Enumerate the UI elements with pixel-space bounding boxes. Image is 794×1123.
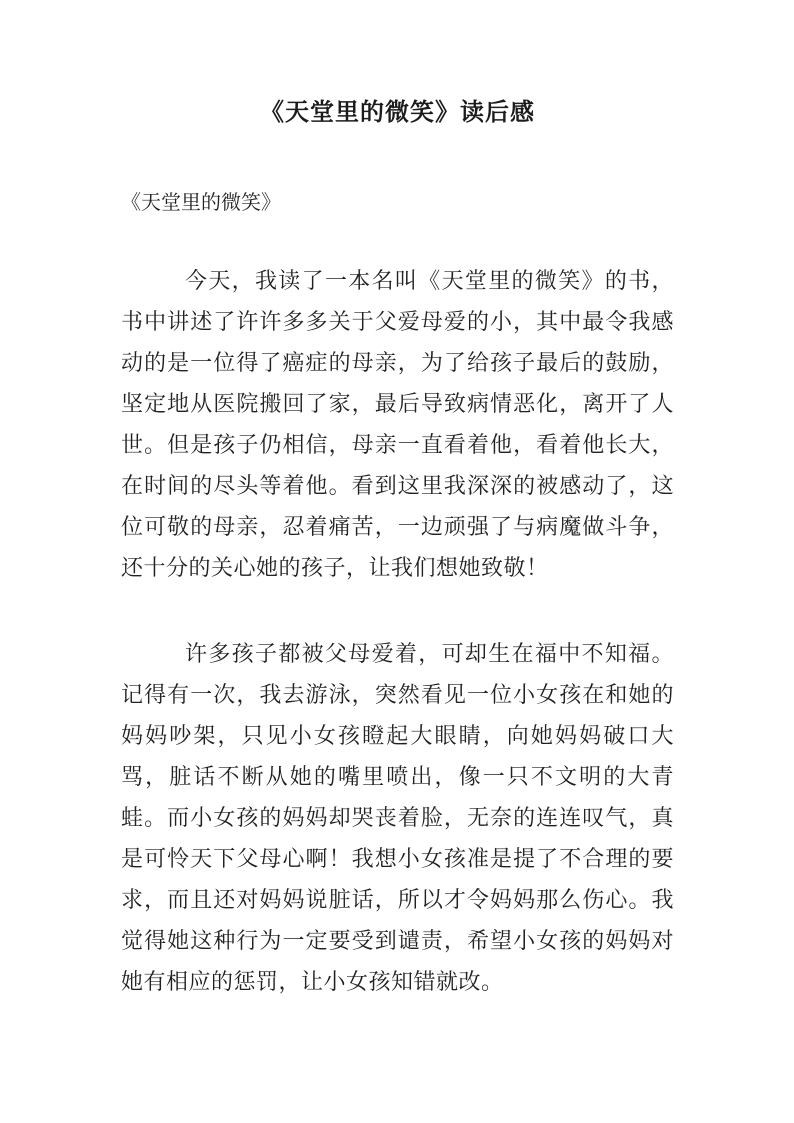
book-title-line: 《天堂里的微笑》: [121, 192, 281, 214]
paragraph-1: 今天，我读了一本名叫《天堂里的微笑》的书，书中讲述了许许多多关于父爱母爱的小，其中最令我感动的是一位得了癌症的母亲，为了给孩子最后的鼓励，坚定地从医院搬回了家，最后导致病情恶化，离开了人世。但是孩子仍相信，母亲一直看着他，看着他长大，在时间的尽头等着他。看到这里我深深的被感动了，这位可敬的母亲，忍着痛苦，一边顽强了与病魔做斗争，还十分的关心她的孩子，让我们想她致敬！: [121, 268, 674, 580]
paragraph-2: 许多孩子都被父母爱着，可却生在福中不知福。记得有一次，我去游泳，突然看见一位小女孩在和她的妈妈吵架，只见小女孩瞪起大眼睛，向她妈妈破口大骂，脏话不断从她的嘴里喷出，像一只不文明的大青蛙。而小女孩的妈妈却哭丧着脸，无奈的连连叹气，真是可怜天下父母心啊！我想小女孩准是提了不合理的要求，而且还对妈妈说脏话，所以才令妈妈那么伤心。我觉得她这种行为一定要受到谴责，希望小女孩的妈妈对她有相应的惩罚，让小女孩知错就改。: [121, 641, 674, 994]
document-title: 《天堂里的微笑》读后感: [260, 100, 535, 126]
